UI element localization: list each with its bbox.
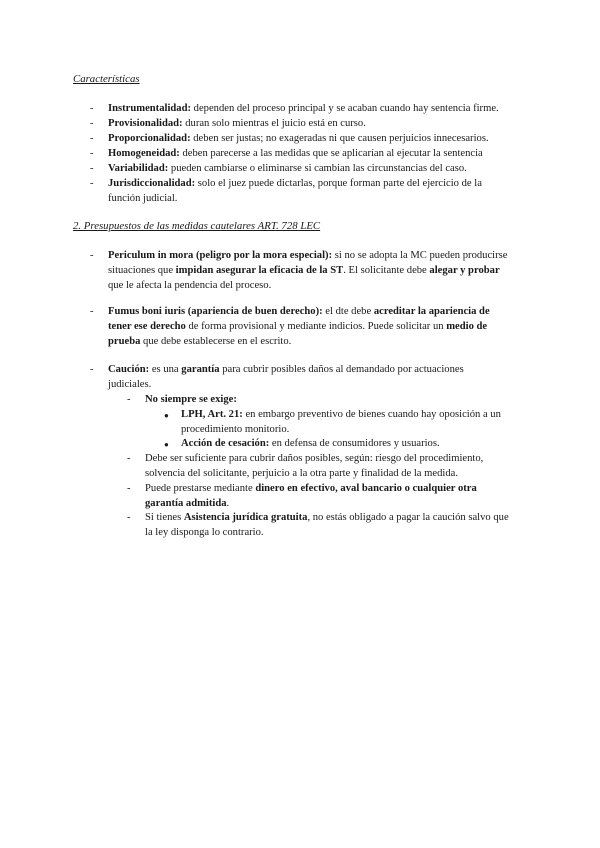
dash-marker: - xyxy=(127,453,131,464)
definition: solo el juez puede dictarlas, porque forman parte del ejercicio de la xyxy=(195,178,482,189)
definition-continuation: función judicial. xyxy=(108,193,178,204)
dash-marker: - xyxy=(90,133,94,144)
term: Homogeneidad: xyxy=(108,148,180,159)
term: Periculum in mora (peligro por la mora especial): xyxy=(108,250,333,261)
term: Variabilidad: xyxy=(108,163,169,174)
term: Instrumentalidad: xyxy=(108,103,191,114)
dash-marker: - xyxy=(90,148,94,159)
document-page: Características - Instrumentalidad: dependen del proceso principal y se acaban cuando hay sentencia firme. - Provisionalidad: duran solo mientras el juicio está en curso. - Proporcionalidad: deben ser justas; no exageradas ni que causen perjuicios innecesarios. - Homogeneidad: deben parecerse a las medidas que se aplicarían al ejecutar la sentencia - Variabilidad: pueden cambiarse o eliminarse si cambian las circunstancias del caso. - Jurisdiccionalidad: solo el juez puede dictarlas, porque forman parte del ejercicio de la función judicial. 2. Presupuestos de las medidas cautelares ART. 728 LEC - Periculum in mora (peligro por la mora especial): si no se adopta la MC pueden producirse situaciones que impidan asegurar la eficacia de la ST. El solicitante debe alegar y probar que le afecta la pendencia del proceso. - Fumus boni iuris (apariencia de buen derecho): el dte debe acreditar la apariencia de tener ese derecho de forma provisional y mediante indicios. Puede solicitar un medio de prueba que debe establecerse en el escrito. - Caución: es una garantía para cubrir posibles daños al demandado por actuaciones judiciales. - No siempre se exige: ● LPH, Art. 21: en embargo preventivo de bienes cuando hay oposición a un procedimiento monitorio. ● Acción de cesación: en defensa de consumidores y usuarios. - Debe ser suficiente para cubrir daños posibles, según: riesgo del procedimiento, solvencia del solicitante, perjuicio a la otra parte y finalidad de la medida. - Puede prestarse mediante dinero en efectivo, aval bancario o cualquier otra garantía admitida. - Si tienes Asistencia jurídica gratuita, no estás obligado a pagar la caución salvo que la ley disponga lo contrario. xyxy=(73,73,509,538)
term: Provisionalidad: xyxy=(108,118,183,129)
dash-marker: - xyxy=(90,163,94,174)
bullet-marker: ● xyxy=(164,440,169,449)
definition: duran solo mientras el juicio está en curso. xyxy=(182,118,366,129)
term: Jurisdiccionalidad: xyxy=(108,178,196,189)
definition: deben ser justas; no exageradas ni que causen perjuicios innecesarios. xyxy=(190,133,489,144)
term: Caución: xyxy=(108,364,150,375)
dash-marker: - xyxy=(90,178,94,189)
section-heading-presupuestos: 2. Presupuestos de las medidas cautelares ART. 728 LEC xyxy=(73,220,321,232)
term: Fumus boni iuris (apariencia de buen derecho): xyxy=(108,306,323,317)
dash-marker: - xyxy=(90,306,94,317)
dash-marker: - xyxy=(90,118,94,129)
bullet-marker: ● xyxy=(164,411,169,420)
dash-marker: - xyxy=(127,394,131,405)
term: Proporcionalidad: xyxy=(108,133,191,144)
section-heading-caracteristicas: Características xyxy=(73,73,140,85)
dash-marker: - xyxy=(127,483,131,494)
dash-marker: - xyxy=(127,512,131,523)
definition: pueden cambiarse o eliminarse si cambian las circunstancias del caso. xyxy=(168,163,467,174)
dash-marker: - xyxy=(90,250,94,261)
dash-marker: - xyxy=(90,364,94,375)
definition: dependen del proceso principal y se acaban cuando hay sentencia firme. xyxy=(191,103,499,114)
definition: deben parecerse a las medidas que se aplicarían al ejecutar la sentencia xyxy=(179,148,483,159)
dash-marker: - xyxy=(90,103,94,114)
